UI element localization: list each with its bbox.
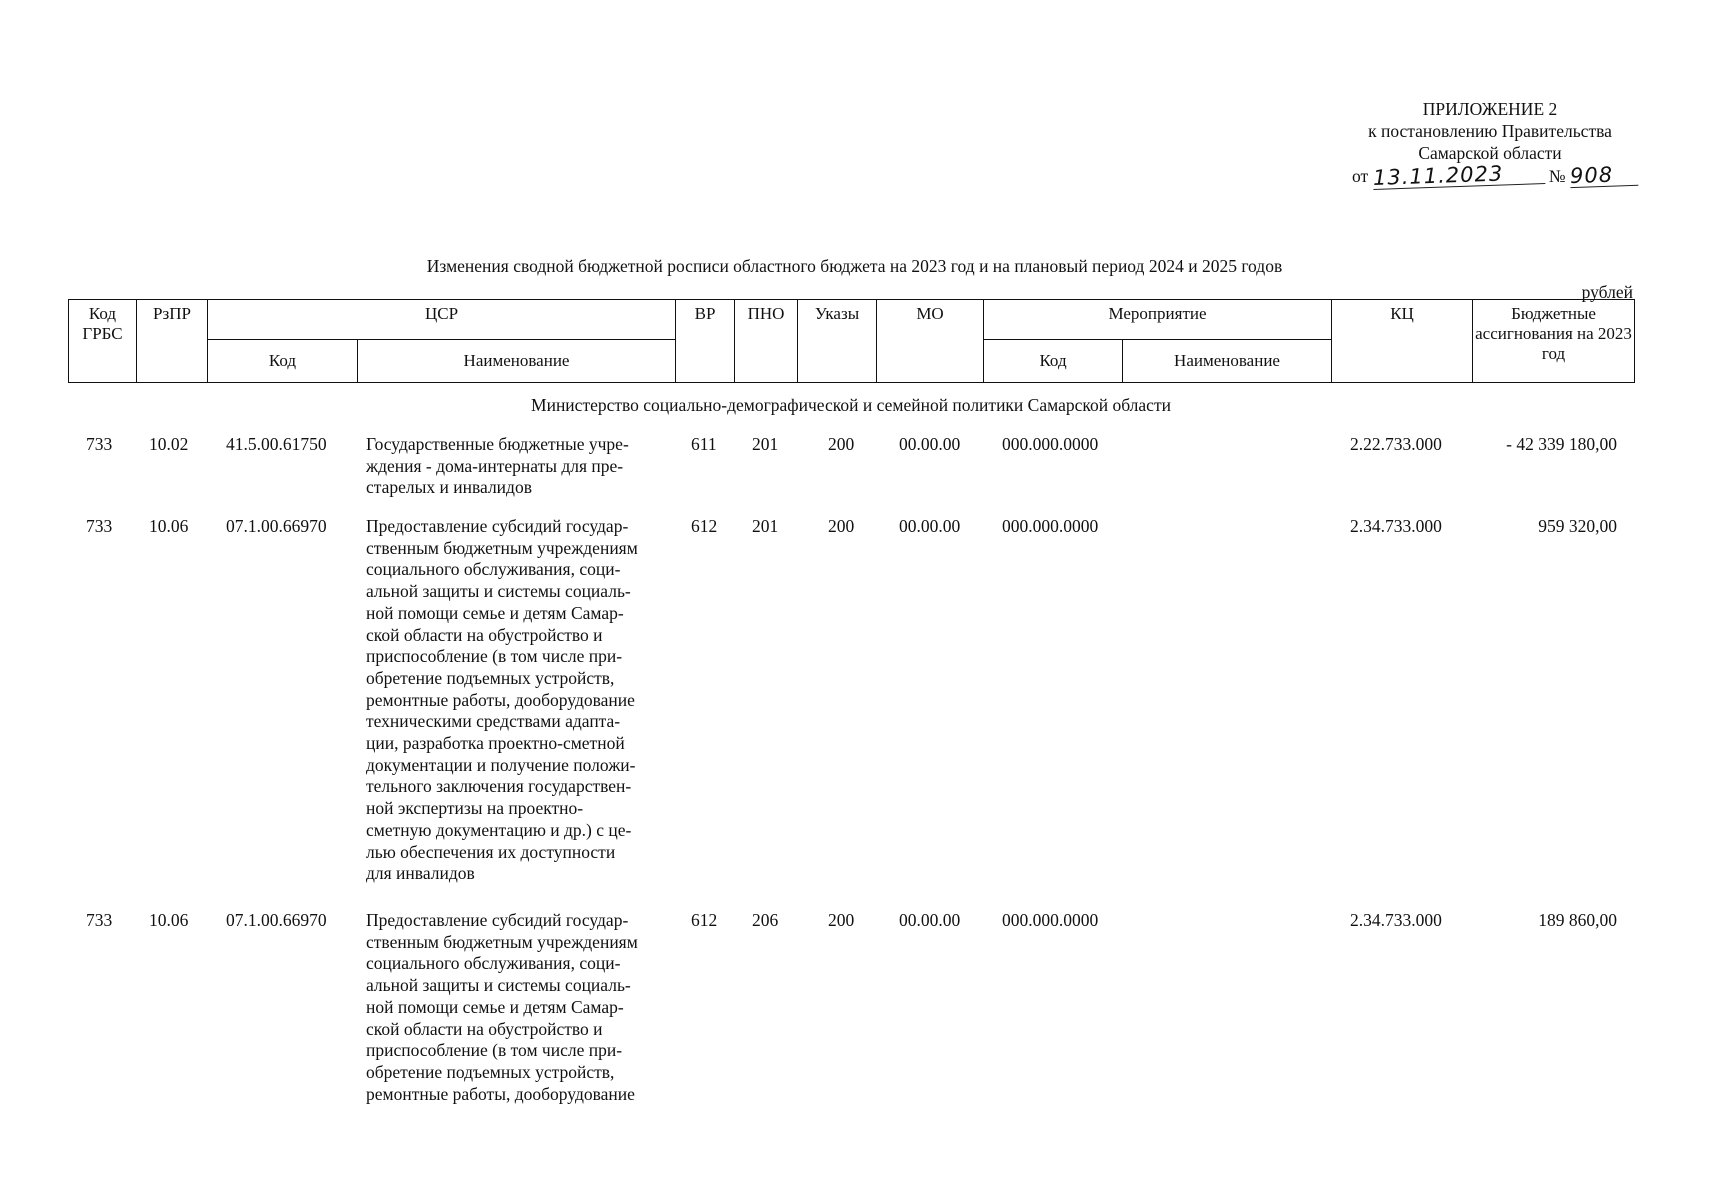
section-title: Министерство социально-демографической и семейной политики Самарской области	[531, 395, 1171, 415]
header-csr-code: Код	[208, 340, 358, 383]
name-line: альной защиты и системы социаль-	[366, 581, 631, 602]
name-line: приспособление (в том числе при-	[366, 646, 623, 667]
cell-pno: 206	[752, 910, 779, 930]
cell-rzpr: 10.02	[149, 434, 189, 454]
cell-budget-sum: 189 860,00	[1538, 910, 1617, 930]
cell-csr-code: 41.5.00.61750	[226, 434, 327, 454]
header-mo: МО	[877, 300, 984, 383]
name-line: ной помощи семье и детям Самар-	[366, 602, 624, 623]
cell-mo: 00.00.00	[899, 434, 961, 454]
cell-csr-name	[366, 516, 676, 885]
handwritten-date: 13.11.2023	[1372, 161, 1545, 190]
name-line: сметную документацию и др.) с це-	[366, 819, 632, 840]
number-prefix: №	[1548, 166, 1566, 186]
cell-csr-name	[366, 910, 676, 1105]
document-title: Изменения сводной бюджетной росписи областного бюджета на 2023 год и на плановый период 2024 и 2025 годов	[426, 256, 1283, 276]
name-line: тельного заключения государствен-	[366, 776, 632, 797]
header-vr: ВР	[676, 300, 735, 383]
appendix-title: ПРИЛОЖЕНИЕ 2	[1422, 99, 1558, 119]
header-mer-code: Код	[984, 340, 1123, 383]
name-line: Предоставление субсидий государ-	[366, 910, 629, 930]
date-prefix: от	[1352, 166, 1369, 186]
cell-budget-sum: 959 320,00	[1538, 516, 1617, 536]
cell-mer-code: 000.000.0000	[1002, 434, 1099, 454]
header-ukazy: Указы	[798, 300, 877, 383]
units-label: рублей	[1581, 282, 1633, 302]
name-line: ждения - дома-интернаты для пре-	[366, 455, 624, 476]
name-line: Предоставление субсидий государ-	[366, 516, 629, 536]
cell-budget-sum: - 42 339 180,00	[1506, 434, 1617, 454]
header-budget: Бюджетные ассигнования на 2023 год	[1473, 300, 1635, 383]
name-line: Государственные бюджетные учре-	[366, 434, 629, 454]
cell-mer-code: 000.000.0000	[1002, 516, 1099, 536]
name-line: ственным бюджетным учреждениям	[366, 931, 638, 952]
table-header	[68, 299, 1635, 383]
cell-grbs: 733	[86, 516, 113, 536]
cell-pno: 201	[752, 516, 779, 536]
cell-rzpr: 10.06	[149, 910, 189, 930]
header-meropriyatie: Мероприятие	[984, 300, 1332, 340]
appendix-block	[1340, 98, 1640, 190]
name-line: приспособление (в том числе при-	[366, 1040, 623, 1061]
name-line: ремонтные работы, дооборудование	[366, 689, 635, 710]
header-mer-name: Наименование	[1123, 340, 1332, 383]
name-line: старелых и инвалидов	[366, 477, 532, 498]
header-kc: КЦ	[1332, 300, 1473, 383]
cell-kc: 2.22.733.000	[1350, 434, 1442, 454]
header-grbs: Код ГРБС	[69, 300, 137, 383]
appendix-line-decree: к постановлению Правительства	[1368, 121, 1612, 141]
cell-vr: 612	[691, 516, 718, 536]
header-rzpr: РзПР	[137, 300, 208, 383]
cell-ukazy: 200	[828, 910, 855, 930]
name-line: лью обеспечения их доступности	[366, 841, 616, 862]
appendix-date-line	[1340, 161, 1640, 190]
header-pno: ПНО	[735, 300, 798, 383]
name-line: обретение подъемных устройств,	[366, 1061, 615, 1082]
name-line: ной экспертизы на проектно-	[366, 798, 584, 819]
name-line: ремонтные работы, дооборудование	[366, 1083, 635, 1104]
cell-kc: 2.34.733.000	[1350, 516, 1442, 536]
header-csr-name: Наименование	[358, 340, 676, 383]
cell-csr-code: 07.1.00.66970	[226, 516, 327, 536]
name-line: для инвалидов	[366, 863, 475, 884]
cell-ukazy: 200	[828, 516, 855, 536]
cell-vr: 611	[691, 434, 717, 454]
cell-pno: 201	[752, 434, 779, 454]
cell-mo: 00.00.00	[899, 910, 961, 930]
name-line: социального обслуживания, соци-	[366, 953, 621, 974]
cell-ukazy: 200	[828, 434, 855, 454]
cell-grbs: 733	[86, 434, 113, 454]
name-line: документации и получение положи-	[366, 754, 636, 775]
cell-mo: 00.00.00	[899, 516, 961, 536]
name-line: обретение подъемных устройств,	[366, 667, 615, 688]
name-line: ной помощи семье и детям Самар-	[366, 996, 624, 1017]
cell-grbs: 733	[86, 910, 113, 930]
handwritten-number: 908	[1570, 163, 1639, 188]
cell-rzpr: 10.06	[149, 516, 189, 536]
name-line: ственным бюджетным учреждениям	[366, 537, 638, 558]
name-line: ции, разработка проектно-сметной	[366, 733, 625, 754]
cell-mer-code: 000.000.0000	[1002, 910, 1099, 930]
name-line: альной защиты и системы социаль-	[366, 975, 631, 996]
name-line: ской области на обустройство и	[366, 624, 603, 645]
cell-kc: 2.34.733.000	[1350, 910, 1442, 930]
cell-vr: 612	[691, 910, 718, 930]
cell-csr-name	[366, 434, 676, 499]
name-line: ской области на обустройство и	[366, 1018, 603, 1039]
cell-csr-code: 07.1.00.66970	[226, 910, 327, 930]
header-csr: ЦСР	[208, 300, 676, 340]
appendix-line-region: Самарской области	[1418, 143, 1562, 163]
name-line: социального обслуживания, соци-	[366, 559, 621, 580]
name-line: техническими средствами адапта-	[366, 711, 621, 732]
